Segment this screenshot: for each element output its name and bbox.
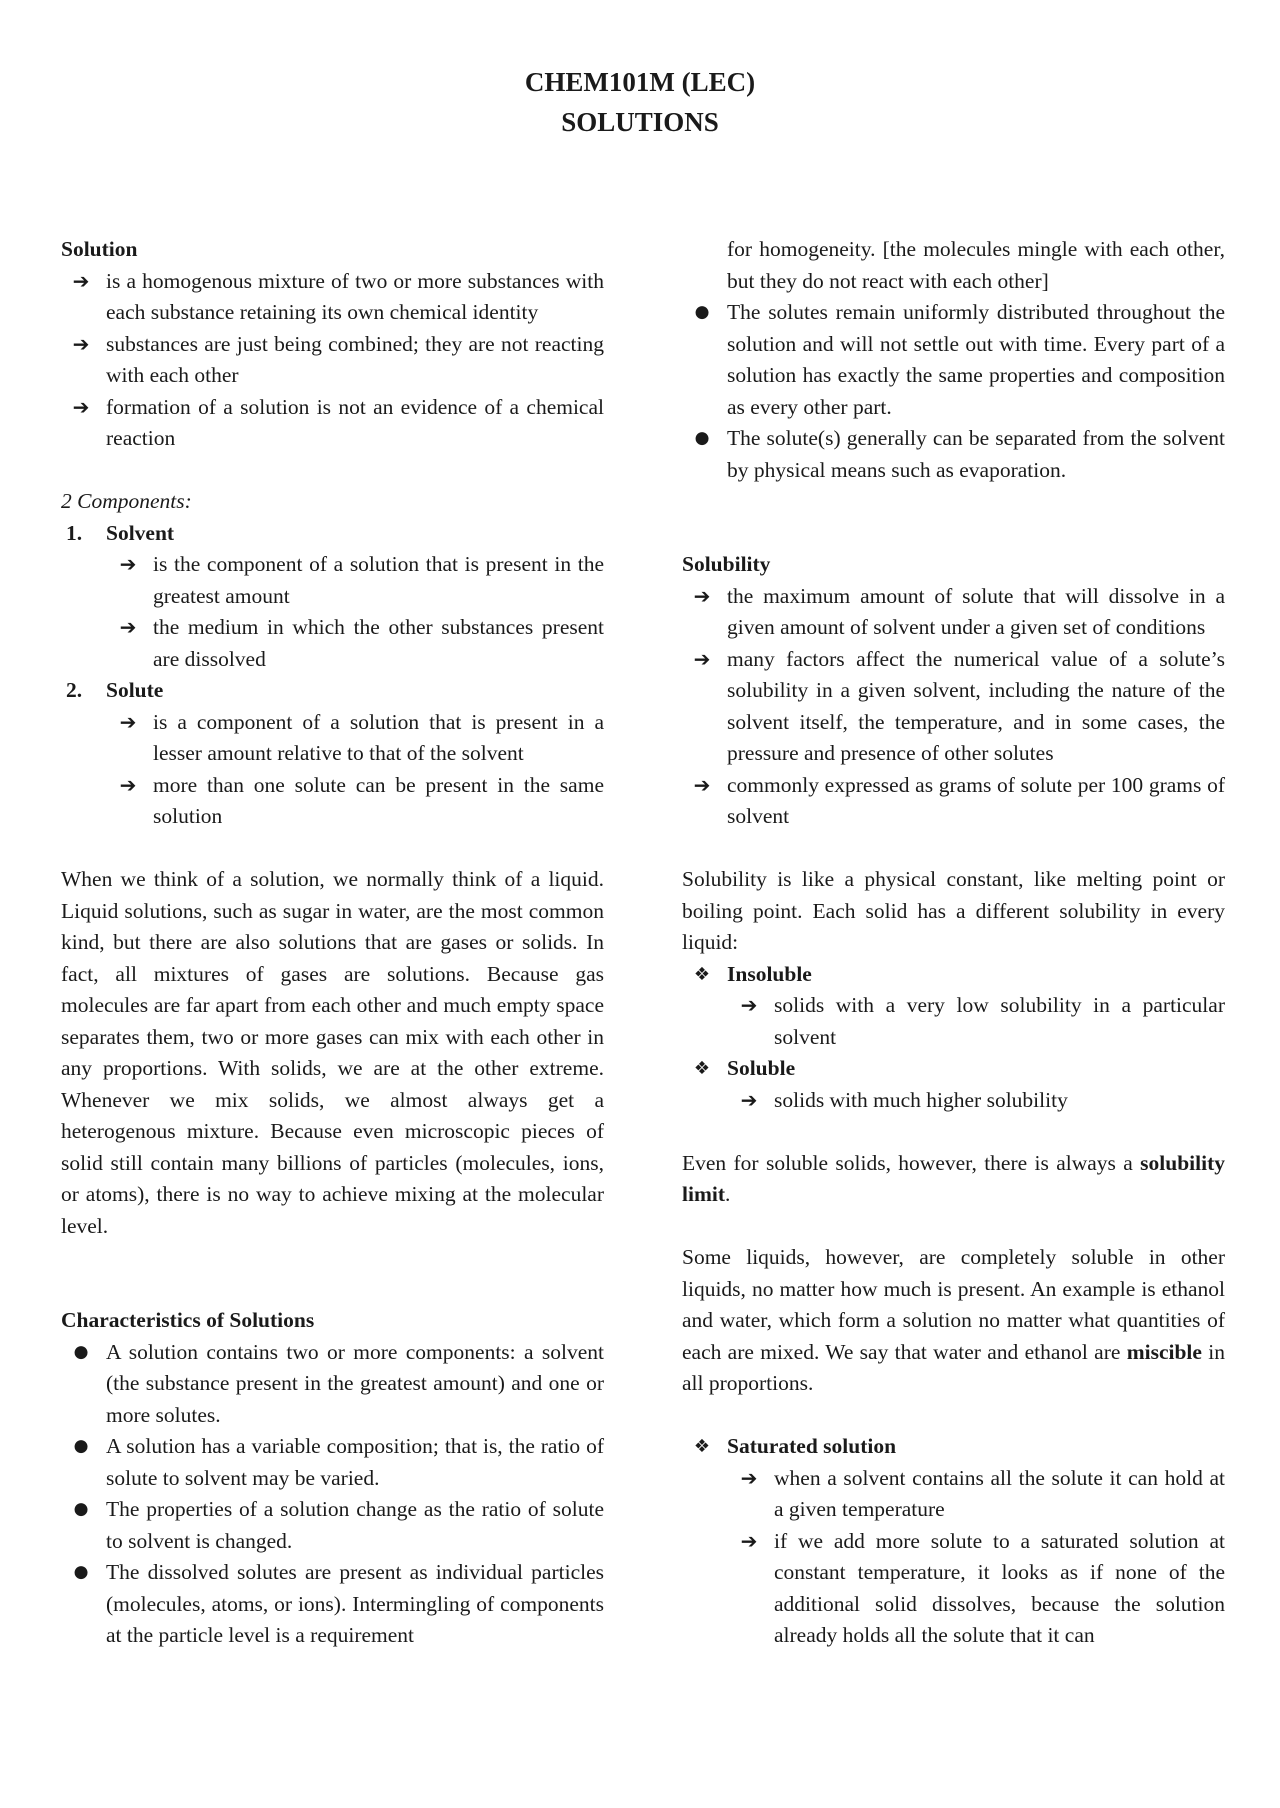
list-item [682, 297, 1225, 423]
list-number: 1. [66, 520, 83, 545]
arrow-icon: ➔ [740, 1528, 758, 1553]
right-column [682, 234, 1225, 1652]
arrow-icon: ➔ [693, 646, 711, 671]
bullet-icon: ● [73, 1341, 89, 1362]
list-number: 2. [66, 678, 83, 702]
components-label: 2 Components: [61, 489, 192, 513]
list-item [682, 581, 1225, 644]
list-item [729, 990, 1225, 1053]
type-insoluble [682, 959, 1225, 991]
list-item [729, 1085, 1225, 1117]
course-code: CHEM101M (LEC) [524, 67, 756, 97]
solubility-point: the maximum amount of solute that will dissolve in a given amount of solvent under a given set of conditions [727, 583, 1225, 639]
solubility-point: many factors affect the numerical value of a solute’s solubility in a given solvent, including the nature of the solvent itself, the temperature, and in some cases, the pressure and presence of other solutes [727, 646, 1225, 765]
arrow-icon: ➔ [119, 709, 137, 734]
diamond-icon: ❖ [693, 963, 711, 985]
list-item [61, 1431, 604, 1494]
list-item [729, 1463, 1225, 1526]
solvent-point: the medium in which the other substances present are dissolved [153, 615, 604, 671]
arrow-icon: ➔ [740, 1087, 758, 1112]
solubility-heading: Solubility [682, 552, 771, 576]
bullet-icon: ● [73, 1562, 89, 1582]
characteristic-point: The solute(s) generally can be separated from the solvent by physical means such as evaporation. [727, 426, 1225, 482]
characteristic-point: The dissolved solutes are present as individual particles (molecules, atoms, or ions). Intermingling of components at the particle level is a requirement [106, 1560, 604, 1647]
characteristics-heading: Characteristics of Solutions [61, 1308, 315, 1332]
list-item [61, 266, 604, 329]
saturated-point: when a solvent contains all the solute it can hold at a given temperature [774, 1465, 1225, 1521]
topic-title: SOLUTIONS [561, 107, 719, 137]
list-item [682, 644, 1225, 770]
saturated-name: Saturated solution [727, 1434, 897, 1458]
solubility-point: commonly expressed as grams of solute per 100 grams of solvent [727, 772, 1225, 828]
limit-text: Even for soluble solids, however, there is always a [682, 1150, 1141, 1175]
arrow-icon: ➔ [119, 772, 137, 797]
saturated-point: if we add more solute to a saturated solution at constant temperature, it looks as if none of the additional solid dissolves, because the solution already holds all the solute that it can [774, 1528, 1225, 1647]
type-name: Soluble [727, 1056, 796, 1080]
list-item [108, 770, 604, 833]
limit-text-end: . [725, 1182, 731, 1206]
list-item [108, 707, 604, 770]
component-solute [61, 675, 604, 707]
list-item [108, 612, 604, 675]
bullet-icon: ● [73, 1436, 89, 1456]
characteristic-point: The solutes remain uniformly distributed throughout the solution and will not settle out with time. Every part of a solution has exactly the same properties and composition as every other part. [727, 300, 1225, 419]
arrow-icon: ➔ [693, 772, 711, 797]
saturated-solution [682, 1431, 1225, 1463]
solution-point: formation of a solution is not an evidence of a chemical reaction [106, 394, 604, 450]
component-name: Solute [106, 678, 164, 702]
solute-point: is a component of a solution that is present in a lesser amount relative to that of the solvent [153, 709, 604, 765]
characteristic-point: The properties of a solution change as the ratio of solute to solvent is changed. [106, 1497, 604, 1553]
arrow-icon: ➔ [72, 331, 90, 356]
type-soluble [682, 1053, 1225, 1085]
miscible-text: Some liquids, however, are completely soluble in other liquids, no matter how much is present. An example is ethanol and water, which form a solution no matter what quantities of each are mixed. We say that water and ethanol are [682, 1245, 1225, 1364]
type-point: solids with much higher solubility [774, 1087, 1068, 1112]
bullet-icon: ● [694, 428, 710, 448]
type-name: Insoluble [727, 961, 812, 986]
diamond-icon: ❖ [693, 1058, 711, 1079]
solution-point: substances are just being combined; they are not reacting with each other [106, 331, 604, 387]
arrow-icon: ➔ [119, 552, 137, 576]
list-item [61, 1494, 604, 1557]
solubility-limit-paragraph [682, 1148, 1225, 1211]
page-title [0, 62, 1280, 142]
miscible-term: miscible [1126, 1339, 1202, 1364]
arrow-icon: ➔ [740, 993, 758, 1017]
list-item [61, 1337, 604, 1432]
list-item [61, 1557, 604, 1652]
arrow-icon: ➔ [740, 1465, 758, 1490]
list-item [61, 329, 604, 392]
list-item [682, 423, 1225, 486]
type-point: solids with a very low solubility in a particular solvent [774, 993, 1225, 1049]
miscible-paragraph [682, 1242, 1225, 1400]
component-name: Solvent [106, 520, 175, 545]
solvent-point: is the component of a solution that is present in the greatest amount [153, 552, 604, 608]
left-column [61, 234, 604, 1652]
miscible-text-end: in all proportions. [682, 1339, 1225, 1395]
component-solvent [61, 518, 604, 550]
list-item [61, 392, 604, 455]
characteristic-point: A solution has a variable composition; that is, the ratio of solute to solvent may be varied. [106, 1434, 604, 1490]
solution-point: is a homogenous mixture of two or more substances with each substance retaining its own chemical identity [106, 268, 604, 324]
solution-heading: Solution [61, 237, 138, 261]
diamond-icon: ❖ [693, 1436, 711, 1457]
arrow-icon: ➔ [119, 615, 137, 639]
list-item-continuation [682, 234, 1225, 297]
list-item [108, 549, 604, 612]
physical-constant-paragraph: Solubility is like a physical constant, like melting point or boiling point. Each solid has a different solubility in every liquid: [682, 867, 1225, 954]
bullet-icon: ● [73, 1499, 89, 1519]
arrow-icon: ➔ [72, 394, 90, 419]
limit-term: solubility limit [682, 1150, 1225, 1206]
arrow-icon: ➔ [72, 268, 90, 293]
arrow-icon: ➔ [693, 583, 711, 608]
characteristic-point: A solution contains two or more components: a solvent (the substance present in the greatest amount) and one or more solutes. [106, 1339, 604, 1427]
bullet-icon: ● [694, 302, 710, 322]
characteristic-continuation: for homogeneity. [the molecules mingle with each other, but they do not react with each other] [727, 237, 1225, 293]
solutions-paragraph: When we think of a solution, we normally think of a liquid. Liquid solutions, such as sugar in water, are the most common kind, but there are also solutions that are gases or solids. In fact, all mixtures of gases are solutions. Because gas molecules are far apart from each other and much empty space separates them, two or more gases can mix with each other in any proportions. With solids, we are at the other extreme. Whenever we mix solids, we almost always get a heterogenous mixture. Because even microscopic pieces of solid still contain many billions of particles (molecules, ions, or atoms), there is no way to achieve mixing at the molecular level. [61, 867, 604, 1238]
list-item [682, 770, 1225, 833]
list-item [729, 1526, 1225, 1652]
solute-point: more than one solute can be present in the same solution [153, 772, 604, 828]
